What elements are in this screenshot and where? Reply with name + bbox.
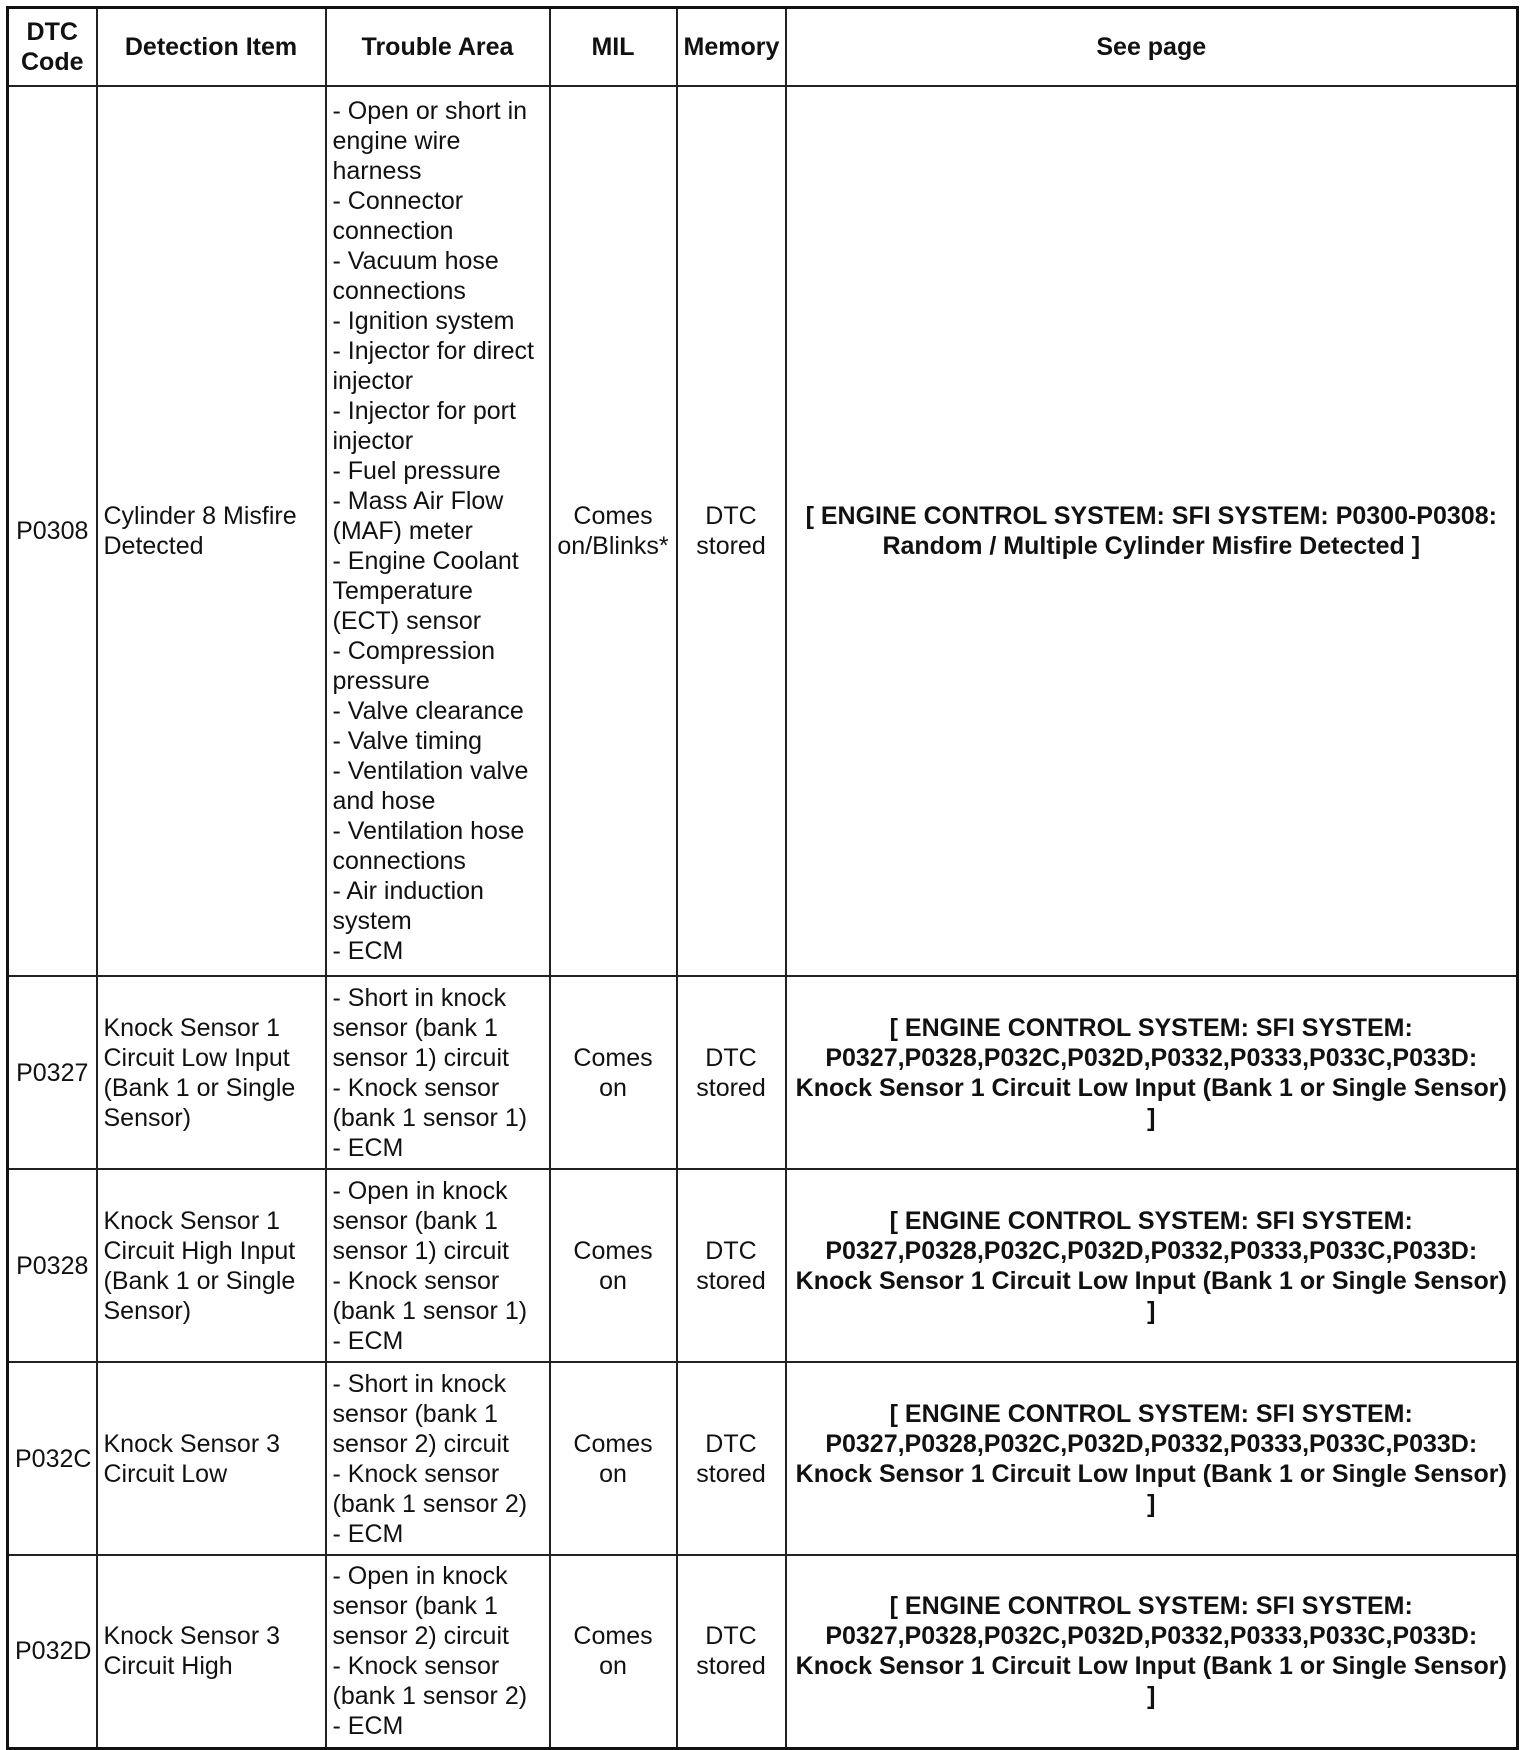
dtc-code-cell: P0328 xyxy=(8,1169,97,1362)
header-see-page: See page xyxy=(786,8,1518,87)
memory-cell: DTC stored xyxy=(677,976,786,1169)
trouble-area-line: - Knock sensor (bank 1 sensor 1) xyxy=(332,1073,528,1132)
table-row xyxy=(8,86,1518,976)
see-page-link[interactable]: [ ENGINE CONTROL SYSTEM: SFI SYSTEM: P0300-P0308: Random / Multiple Cylinder Misfire Detected ] xyxy=(786,86,1518,976)
memory-cell: DTC stored xyxy=(677,1362,786,1555)
trouble-area-line: - Short in knock sensor (bank 1 sensor 1) circuit xyxy=(332,983,509,1072)
header-row xyxy=(8,8,1518,87)
detection-item-cell: Knock Sensor 1 Circuit High Input (Bank 1 or Single Sensor) xyxy=(97,1169,326,1362)
header-detection-item: Detection Item xyxy=(97,8,326,87)
trouble-area-line: - Air induction system xyxy=(332,877,484,935)
table-header xyxy=(8,8,1518,87)
trouble-area-cell xyxy=(326,1169,550,1362)
trouble-area-cell xyxy=(326,1362,550,1555)
trouble-area-line: - Compression pressure xyxy=(332,637,496,695)
trouble-area-line: - Knock sensor (bank 1 sensor 1) xyxy=(332,1266,528,1325)
mil-cell: Comes on xyxy=(550,1362,677,1555)
trouble-area-line: - Connector connection xyxy=(332,187,464,245)
see-page-link[interactable]: [ ENGINE CONTROL SYSTEM: SFI SYSTEM: P0327,P0328,P032C,P032D,P0332,P0333,P033C,P033D: Knock Sensor 1 Circuit Low Input (Bank 1 or Single Sensor) ] xyxy=(786,1169,1518,1362)
mil-cell: Comes on xyxy=(550,1169,677,1362)
detection-item-cell: Knock Sensor 3 Circuit Low xyxy=(97,1362,326,1555)
header-memory: Memory xyxy=(677,8,786,87)
trouble-area-line: - Ventilation hose connections xyxy=(332,817,525,875)
trouble-area-line: - ECM xyxy=(332,937,404,965)
table-row xyxy=(8,1362,1518,1555)
mil-cell: Comes on xyxy=(550,1555,677,1748)
trouble-area-line: - Vacuum hose connections xyxy=(332,247,499,305)
table-row xyxy=(8,1169,1518,1362)
trouble-area-line: - Open or short in engine wire harness xyxy=(332,97,528,185)
memory-cell: DTC stored xyxy=(677,86,786,976)
trouble-area-line: - ECM xyxy=(332,1519,404,1548)
header-dtc-code: DTC Code xyxy=(8,8,97,87)
mil-cell: Comes on xyxy=(550,976,677,1169)
trouble-area-line: - Injector for direct injector xyxy=(332,337,534,395)
memory-cell: DTC stored xyxy=(677,1169,786,1362)
trouble-area-line: - Open in knock sensor (bank 1 sensor 1) circuit xyxy=(332,1176,509,1265)
dtc-code-cell: P032C xyxy=(8,1362,97,1555)
table-body xyxy=(8,86,1518,1748)
trouble-area-line: - ECM xyxy=(332,1326,404,1355)
trouble-area-line: - Fuel pressure xyxy=(332,457,501,485)
trouble-area-line: - Ignition system xyxy=(332,307,515,335)
table-row xyxy=(8,976,1518,1169)
trouble-area-line: - Engine Coolant Temperature (ECT) sensor xyxy=(332,547,519,635)
trouble-area-line: - Valve clearance xyxy=(332,697,524,725)
dtc-code-cell: P0308 xyxy=(8,86,97,976)
trouble-area-line: - Short in knock sensor (bank 1 sensor 2) circuit xyxy=(332,1369,509,1458)
detection-item-cell: Knock Sensor 3 Circuit High xyxy=(97,1555,326,1748)
trouble-area-line: - ECM xyxy=(332,1712,404,1741)
trouble-area-line: - Knock sensor (bank 1 sensor 2) xyxy=(332,1652,528,1711)
trouble-area-line: - Ventilation valve and hose xyxy=(332,757,529,815)
trouble-area-line: - Open in knock sensor (bank 1 sensor 2) circuit xyxy=(332,1562,509,1651)
header-mil: MIL xyxy=(550,8,677,87)
trouble-area-line: - ECM xyxy=(332,1133,404,1162)
trouble-area-line: - Injector for port injector xyxy=(332,397,516,455)
detection-item-cell: Cylinder 8 Misfire Detected xyxy=(97,86,326,976)
trouble-area-line: - Mass Air Flow (MAF) meter xyxy=(332,487,504,545)
see-page-link[interactable]: [ ENGINE CONTROL SYSTEM: SFI SYSTEM: P0327,P0328,P032C,P032D,P0332,P0333,P033C,P033D: Knock Sensor 1 Circuit Low Input (Bank 1 or Single Sensor) ] xyxy=(786,1555,1518,1748)
detection-item-cell: Knock Sensor 1 Circuit Low Input (Bank 1 or Single Sensor) xyxy=(97,976,326,1169)
trouble-area-cell xyxy=(326,976,550,1169)
dtc-code-cell: P0327 xyxy=(8,976,97,1169)
dtc-table xyxy=(6,6,1519,1750)
dtc-code-cell: P032D xyxy=(8,1555,97,1748)
trouble-area-cell xyxy=(326,1555,550,1748)
see-page-link[interactable]: [ ENGINE CONTROL SYSTEM: SFI SYSTEM: P0327,P0328,P032C,P032D,P0332,P0333,P033C,P033D: Knock Sensor 1 Circuit Low Input (Bank 1 or Single Sensor) ] xyxy=(786,1362,1518,1555)
header-trouble-area: Trouble Area xyxy=(326,8,550,87)
trouble-area-line: - Knock sensor (bank 1 sensor 2) xyxy=(332,1459,528,1518)
table-row xyxy=(8,1555,1518,1748)
see-page-link[interactable]: [ ENGINE CONTROL SYSTEM: SFI SYSTEM: P0327,P0328,P032C,P032D,P0332,P0333,P033C,P033D: Knock Sensor 1 Circuit Low Input (Bank 1 or Single Sensor) ] xyxy=(786,976,1518,1169)
mil-cell: Comes on/Blinks* xyxy=(550,86,677,976)
memory-cell: DTC stored xyxy=(677,1555,786,1748)
trouble-area-line: - Valve timing xyxy=(332,727,483,755)
trouble-area-cell xyxy=(326,86,550,976)
